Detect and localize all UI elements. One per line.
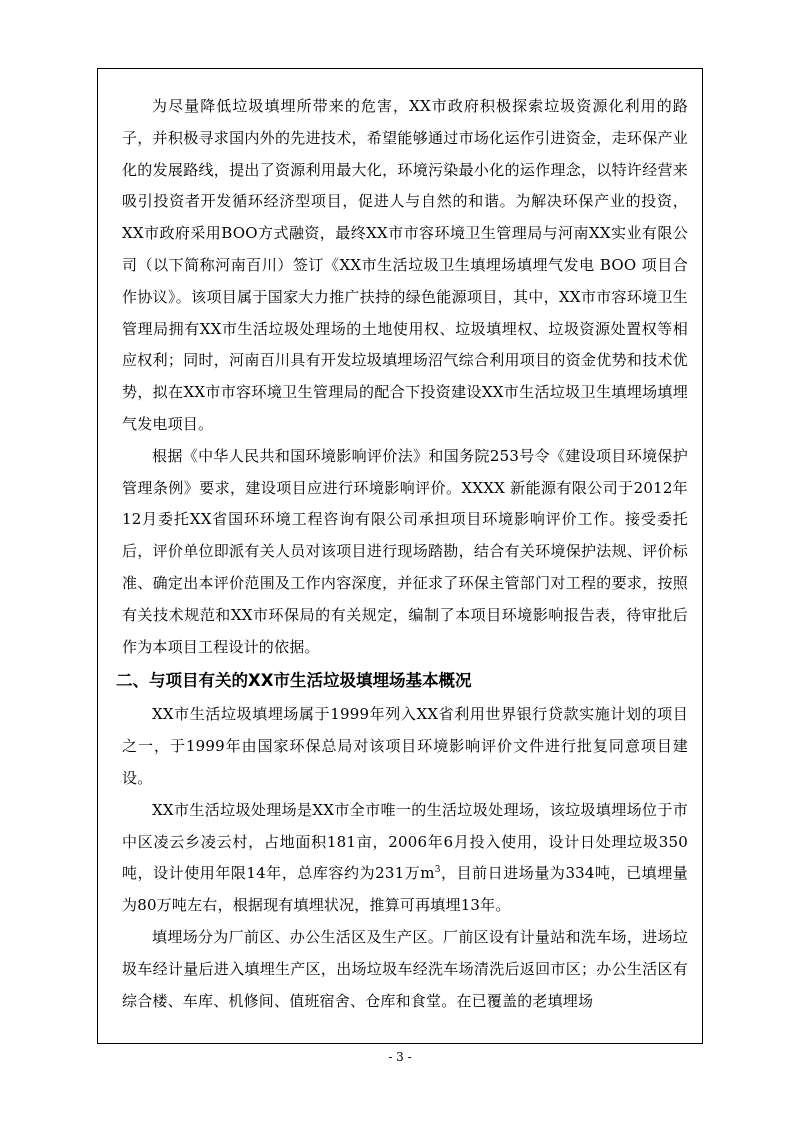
- page-number: - 3 -: [388, 1050, 412, 1064]
- paragraph-landfill-capacity: [122, 795, 688, 922]
- capacity-text-end: ，目前日进场量为334吨，已填埋量为80万吨左右，根据现有填埋状况，推算可再填埋13年。: [122, 864, 688, 915]
- capacity-text-start: XX市生活垃圾处理场是XX市全市唯一的生活垃圾处理场，该垃圾填埋场位于市中区凌云乡凌云村，占地面积181亩，2006年6月投入使用，设计日处理垃圾350吨，设计使用年限14年，总库容约为231万m: [122, 800, 688, 883]
- section-heading: 二、与项目有关的XX市生活垃圾填埋场基本概况: [116, 671, 472, 691]
- paragraph-landfill-zones: 填埋场分为厂前区、办公生活区及生产区。厂前区设有计量站和洗车场，进场垃圾车经计量后进入填埋生产区，出场垃圾车经洗车场清洗后返回市区；办公生活区有综合楼、车库、机修间、值班宿舍、仓库和食堂。在已覆盖的老填埋场: [122, 927, 688, 1010]
- unit-superscript: 3: [434, 865, 441, 876]
- paragraph-landfill-history: XX市生活垃圾填埋场属于1999年列入XX省利用世界银行贷款实施计划的项目之一，于1999年由国家环保总局对该项目环境影响评价文件进行批复同意项目建设。: [122, 705, 688, 787]
- document-body: [116, 91, 688, 1017]
- paragraph-eia-basis: 根据《中华人民共和国环境影响评价法》和国务院253号令《建设项目环境保护管理条例》要求，建设项目应进行环境影响评价。XXXX 新能源有限公司于2012年12月委托XX省国环环境工程咨询有限公司承担项目环境影响评价工作。接受委托后，评价单位即派有关人员对该项目进行现场踏勘，结合有关环境保护法规、评价标准、确定出本评价范围及工作内容深度，并征求了环保主管部门对工程的要求，按照有关技术规范和XX市环保局的有关规定，编制了本项目环境影响报告表，待审批后作为本项目工程设计的依据。: [122, 446, 688, 656]
- paragraph-project-background: 为尽量降低垃圾填埋所带来的危害，XX市政府积极探索垃圾资源化利用的路子，并积极寻求国内外的先进技术，希望能够通过市场化运作引进资金，走环保产业化的发展路线，提出了资源利用最大化，环境污染最小化的运作理念，以特许经营来吸引投资者开发循环经济型项目，促进人与自然的和谐。为解决环保产业的投资，XX市政府采用BOO方式融资，最终XX市市容环境卫生管理局与河南XX实业有限公司（以下简称河南百川）签订《XX市生活垃圾卫生填埋场填埋气发电 BOO 项目合作协议》。该项目属于国家大力推广扶持的绿色能源项目，其中，XX市市容环境卫生管理局拥有XX市生活垃圾处理场的土地使用权、垃圾填埋权、垃圾资源处置权等相应权利；同时，河南百川具有开发垃圾填埋场沼气综合利用项目的资金优势和技术优势，拟在XX市市容环境卫生管理局的配合下投资建设XX市生活垃圾卫生填埋场填埋气发电项目。: [122, 97, 688, 433]
- document-frame: [97, 68, 703, 1044]
